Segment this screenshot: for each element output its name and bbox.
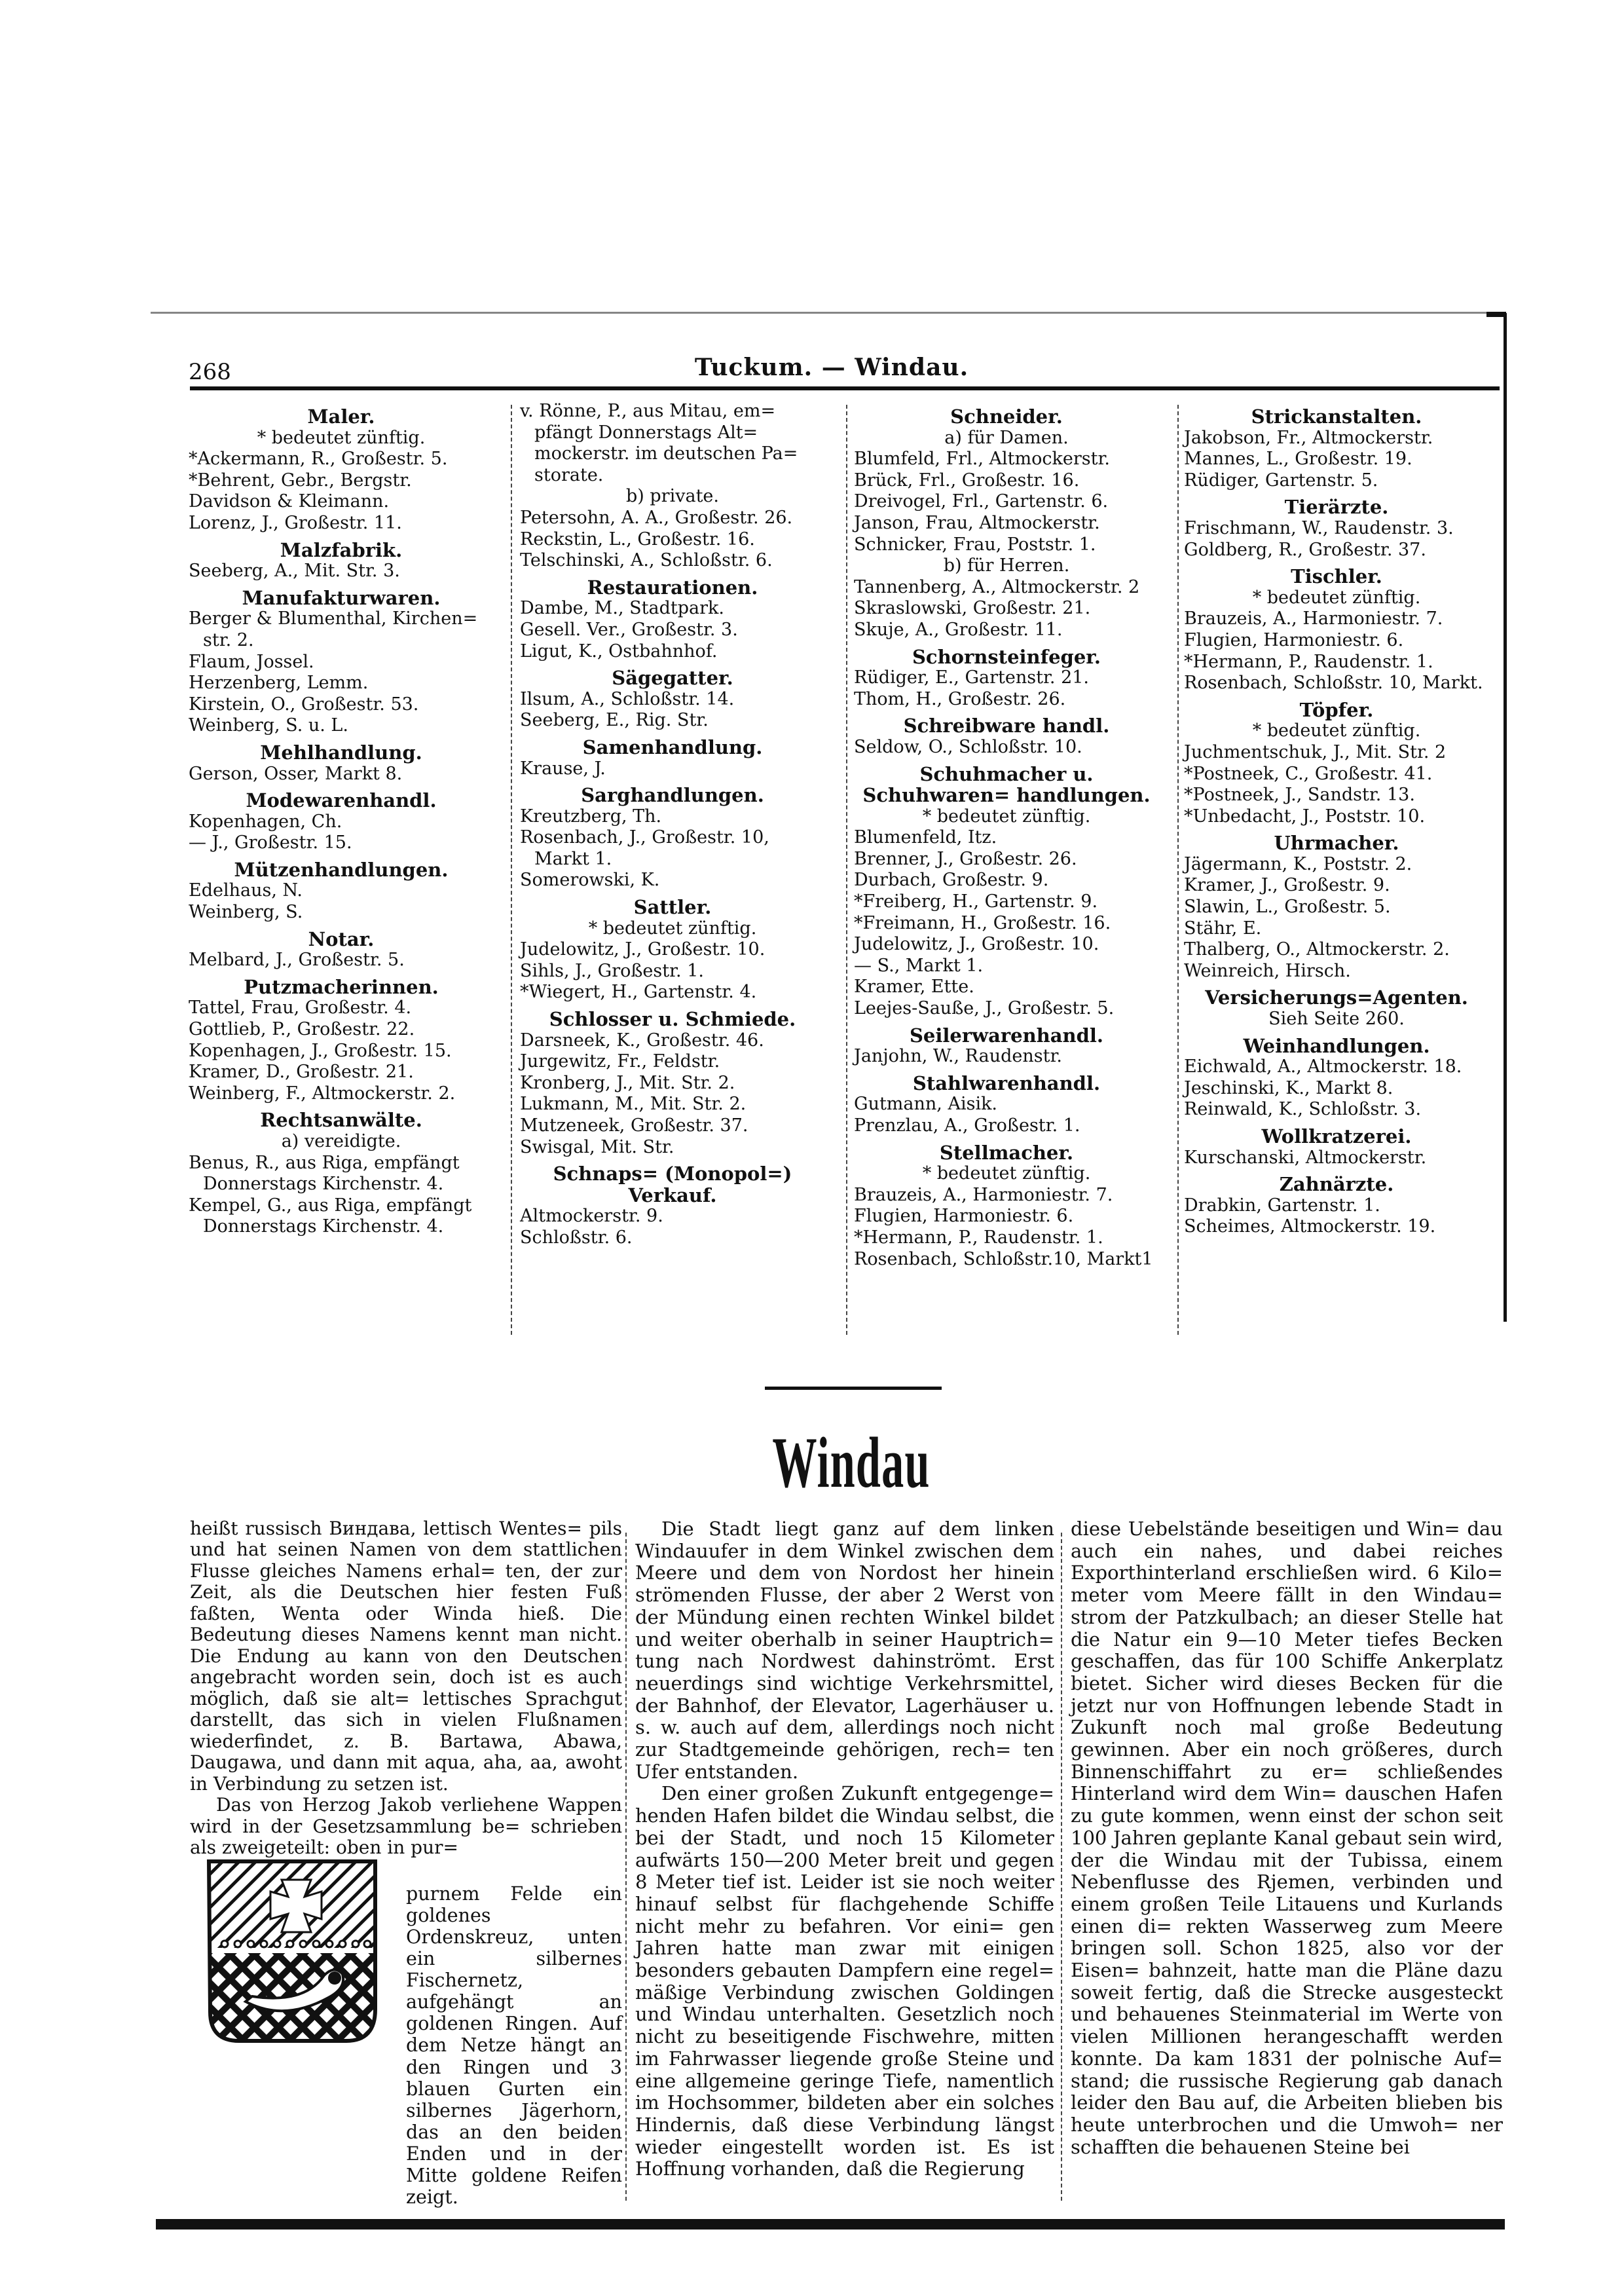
directory-entry: Sihls, J., Großestr. 1.	[520, 960, 704, 981]
column-separator	[511, 405, 512, 1335]
directory-entry: v. Rönne, P., aus Mitau, em= pfängt Donnerstags Alt= mockerstr. im deutschen Pa= storate.	[520, 401, 798, 485]
directory-entry: Flugien, Harmoniestr. 6.	[854, 1206, 1074, 1227]
category-heading: Schnaps= (Monopol=) Verkauf.	[553, 1163, 792, 1206]
directory-entry: Rüdiger, E., Gartenstr. 21.	[854, 667, 1090, 688]
category-heading: Restaurationen.	[587, 576, 758, 599]
directory-entry: Prenzlau, A., Großestr. 1.	[854, 1115, 1080, 1136]
directory-entry: Edelhaus, N.	[189, 880, 303, 901]
directory-entry: Benus, R., aus Riga, empfängt Donnerstags Kirchenstr. 4.	[189, 1152, 460, 1195]
column-separator	[625, 1533, 627, 2201]
directory-entry: Kramer, J., Großestr. 9.	[1184, 875, 1390, 896]
page-number: 268	[189, 359, 231, 385]
category-note: * bedeutet zünftig.	[257, 427, 426, 448]
directory-entry: Swisgal, Mit. Str.	[520, 1136, 674, 1157]
section-divider	[765, 1387, 942, 1390]
directory-entry: *Unbedacht, J., Poststr. 10.	[1184, 806, 1426, 827]
category-heading: Malzfabrik.	[280, 538, 403, 561]
directory-entry: Kopenhagen, J., Großestr. 15.	[189, 1040, 452, 1061]
directory-entry: Melbard, J., Großestr. 5.	[189, 950, 405, 971]
column-separator	[846, 405, 847, 1335]
directory-entry: Kurschanski, Altmockerstr.	[1184, 1147, 1427, 1168]
directory-entry: Skuje, A., Großestr. 11.	[854, 619, 1063, 640]
category-heading: Stahlwarenhandl.	[912, 1072, 1101, 1094]
category-heading: Mehlhandlung.	[260, 741, 422, 764]
category-heading: Tierärzte.	[1284, 496, 1389, 519]
directory-entry: Brück, Frl., Großestr. 16.	[854, 470, 1080, 491]
category-note: b) private.	[626, 486, 719, 507]
directory-entry: Somerowski, K.	[520, 870, 660, 891]
category-note: b) für Herren.	[943, 555, 1070, 576]
directory-entry: Schnicker, Frau, Poststr. 1.	[854, 534, 1096, 555]
directory-entry: Slawin, L., Großestr. 5.	[1184, 897, 1391, 918]
directory-entry: Brauzeis, A., Harmoniestr. 7.	[1184, 608, 1443, 629]
directory-entry: *Wiegert, H., Gartenstr. 4.	[520, 982, 757, 1003]
directory-entry: Thom, H., Großestr. 26.	[854, 688, 1066, 709]
directory-entry: Judelowitz, J., Großestr. 10.	[520, 939, 766, 960]
category-heading: Manufakturwaren.	[242, 586, 441, 609]
directory-entry: Janson, Frau, Altmockerstr.	[854, 512, 1100, 533]
directory-entry: Judelowitz, J., Großestr. 10.	[854, 934, 1099, 955]
directory-entry: Seldow, O., Schloßstr. 10.	[854, 736, 1082, 757]
directory-entry: Blumenfeld, Itz.	[854, 827, 997, 848]
directory-entry: Altmockerstr. 9.	[520, 1206, 663, 1227]
directory-entry: Jägermann, K., Poststr. 2.	[1184, 853, 1412, 874]
category-heading: Schuhmacher u. Schuhwaren= handlungen.	[862, 762, 1151, 807]
category-heading: Schreibware handl.	[903, 715, 1110, 737]
directory-entry: Weinberg, F., Altmockerstr. 2.	[189, 1083, 456, 1104]
directory-entry: Leejes-Sauße, J., Großestr. 5.	[854, 998, 1115, 1019]
directory-entry: Ilsum, A., Schloßstr. 14.	[520, 688, 735, 709]
directory-entry: *Freiberg, H., Gartenstr. 9.	[854, 891, 1098, 912]
directory-entry: Skraslowski, Großestr. 21.	[854, 598, 1091, 619]
directory-entry: Kramer, Ette.	[854, 977, 974, 998]
directory-column-3	[854, 401, 1159, 1270]
article-column-3	[1071, 1518, 1503, 2158]
category-heading: Rechtsanwälte.	[260, 1109, 422, 1132]
directory-column-2	[520, 401, 825, 1249]
category-heading: Samenhandlung.	[582, 736, 763, 758]
category-heading: Putzmacherinnen.	[244, 975, 439, 998]
directory-entry: Stähr, E.	[1184, 918, 1262, 939]
directory-entry: Jurgewitz, Fr., Feldstr.	[520, 1051, 720, 1072]
directory-entry: Flugien, Harmoniestr. 6.	[1184, 629, 1404, 650]
directory-entry: Krause, J.	[520, 758, 606, 779]
column-separator	[1061, 1533, 1062, 2201]
directory-entry: Dambe, M., Stadtpark.	[520, 598, 724, 619]
category-heading: Wollkratzerei.	[1261, 1125, 1412, 1148]
article-paragraph: Das von Herzog Jakob verliehene Wappen wird in der Gesetzsammlung be= schrieben als zweigeteilt: oben in pur=	[190, 1794, 622, 1859]
directory-entry: Kramer, D., Großestr. 21.	[189, 1062, 414, 1083]
directory-entry: Lukmann, M., Mit. Str. 2.	[520, 1094, 747, 1115]
category-heading: Sattler.	[633, 896, 712, 919]
directory-entry: Lorenz, J., Großestr. 11.	[189, 512, 402, 533]
category-heading: Sägegatter.	[612, 667, 733, 690]
directory-entry: Kirstein, O., Großestr. 53.	[189, 694, 419, 715]
directory-entry: Goldberg, R., Großestr. 37.	[1184, 539, 1426, 560]
directory-entry: Jeschinski, K., Markt 8.	[1184, 1077, 1393, 1098]
category-note: * bedeutet zünftig.	[1252, 720, 1421, 741]
directory-entry: Durbach, Großestr. 9.	[854, 870, 1049, 891]
directory-entry: Rosenbach, Schloßstr. 10, Markt.	[1184, 673, 1483, 694]
category-heading: Schornsteinfeger.	[912, 645, 1101, 668]
directory-entry: Reinwald, K., Schloßstr. 3.	[1184, 1099, 1422, 1120]
directory-entry: Gottlieb, P., Großestr. 22.	[189, 1019, 415, 1040]
category-note: * bedeutet zünftig.	[588, 918, 757, 939]
directory-entry: Dreivogel, Frl., Gartenstr. 6.	[854, 491, 1109, 512]
directory-entry: Darsneek, K., Großestr. 46.	[520, 1030, 764, 1051]
directory-entry: Scheimes, Altmockerstr. 19.	[1184, 1216, 1436, 1237]
category-heading: Seilerwarenhandl.	[909, 1024, 1104, 1047]
category-heading: Schneider.	[950, 405, 1063, 428]
directory-entry: Frischmann, W., Raudenstr. 3.	[1184, 517, 1454, 538]
directory-entry: Kronberg, J., Mit. Str. 2.	[520, 1072, 735, 1093]
directory-entry: Rosenbach, Schloßstr.10, Markt1	[854, 1248, 1153, 1269]
directory-entry: Davidson & Kleimann.	[189, 491, 390, 512]
header-rule	[190, 386, 1500, 390]
directory-entry: *Postneek, J., Sandstr. 13.	[1184, 785, 1415, 806]
category-note: * bedeutet zünftig.	[922, 806, 1091, 827]
directory-entry: Rosenbach, J., Großestr. 10, Markt 1.	[520, 827, 769, 869]
directory-entry: Drabkin, Gartenstr. 1.	[1184, 1195, 1380, 1216]
directory-entry: — J., Großestr. 15.	[189, 832, 352, 853]
directory-entry: Petersohn, A. A., Großestr. 26.	[520, 507, 793, 528]
category-heading: Zahnärzte.	[1279, 1173, 1394, 1196]
windau-coat-of-arms-image	[206, 1859, 380, 2043]
directory-entry: Telschinski, A., Schloßstr. 6.	[520, 550, 773, 571]
directory-entry: Weinreich, Hirsch.	[1184, 960, 1351, 981]
directory-entry: *Freimann, H., Großestr. 16.	[854, 912, 1111, 933]
directory-entry: Rüdiger, Gartenstr. 5.	[1184, 470, 1378, 491]
directory-entry: Eichwald, A., Altmockerstr. 18.	[1184, 1056, 1462, 1077]
category-heading: Strickanstalten.	[1251, 405, 1422, 428]
directory-entry: Tannenberg, A., Altmockerstr. 2	[854, 576, 1140, 597]
directory-column-1	[189, 401, 494, 1238]
directory-entry: Weinberg, S. u. L.	[189, 715, 348, 736]
top-scan-rule	[151, 312, 1493, 314]
category-heading: Töpfer.	[1299, 698, 1374, 721]
article-paragraph: heißt russisch Виндава, lettisch Wentes= pils und hat seinen Namen von dem stattlichen Flusse gleiches Namens erhal= ten, der zur Zeit, als die Deutschen hier festen Fuß faßten, Wenta oder Winda hieß. Die Bedeutung dieses Namens kennt man nicht. Die Endung au kann von den Deutschen angebracht worden sein, doch ist es auch möglich, daß sie alt= lettisches Sprachgut darstellt, das sich in vielen Flußnamen wiederfindet, z. B. Bartawa, Abawa, Daugawa, und dann mit aqua, aha, aa, awoht in Verbindung zu setzen ist.	[190, 1518, 622, 1795]
bottom-scan-bar	[156, 2219, 1505, 2230]
category-heading: Maler.	[307, 405, 375, 428]
article-paragraph: Den einer großen Zukunft entgegenge= henden Hafen bildet die Windau selbst, die bei der Stadt, und noch 15 Kilometer aufwärts 150—200 Meter breit und gegen 8 Meter tief ist. Leider ist sie noch weiter hinauf selbst für flachgehende Schiffe nicht mehr zu befahren. Vor eini= gen Jahren hatte man zwar mit einigen besonders gebauten Dampfern eine regel= mäßige Verbindung zwischen Goldingen und Windau unterhalten. Gesetzlich noch nicht zu beseitigende Fischwehre, mitten im Fahrwasser liegende große Steine und eine allgemeine geringe Tiefe, namentlich im Hochsommer, bildeten aber ein solches Hindernis, daß diese Verbindung längst wieder eingestellt worden ist. Es ist Hoffnung vorhanden, daß die Regierung	[635, 1782, 1054, 2180]
directory-entry: *Ackermann, R., Großestr. 5.	[189, 449, 448, 470]
category-heading: Uhrmacher.	[1274, 832, 1399, 855]
category-heading: Notar.	[308, 927, 375, 950]
directory-entry: Ligut, K., Ostbahnhof.	[520, 641, 718, 662]
article-wrap-text: purnem Felde ein goldenes Ordenskreuz, unten ein silbernes Fischernetz, aufgehängt an goldenen Ringen. Auf dem Netze hängt an den Ringen und 3 blauen Gurten ein silbernes Jägerhorn, das an den beiden Enden und in der Mitte goldene Reifen zeigt.	[406, 1883, 622, 2208]
column-separator	[1177, 405, 1179, 1335]
directory-entry: *Postneek, C., Großestr. 41.	[1184, 763, 1433, 784]
directory-entry: — S., Markt 1.	[854, 955, 984, 976]
category-note: a) vereidigte.	[281, 1131, 401, 1151]
category-heading: Schlosser u. Schmiede.	[549, 1008, 796, 1031]
directory-entry: *Hermann, P., Raudenstr. 1.	[854, 1227, 1103, 1248]
category-heading: Versicherungs=Agenten.	[1205, 986, 1468, 1009]
directory-entry: Tattel, Frau, Großestr. 4.	[189, 998, 412, 1018]
directory-entry: Mannes, L., Großestr. 19.	[1184, 449, 1412, 470]
category-heading: Modewarenhandl.	[246, 789, 437, 812]
article-column-2	[635, 1518, 1054, 2180]
category-heading: Tischler.	[1291, 565, 1382, 588]
category-heading: Stellmacher.	[939, 1141, 1074, 1164]
category-note: Sieh Seite 260.	[1268, 1009, 1405, 1030]
directory-entry: Janjohn, W., Raudenstr.	[854, 1046, 1062, 1067]
directory-entry: Seeberg, A., Mit. Str. 3.	[189, 561, 400, 582]
directory-entry: Weinberg, S.	[189, 902, 303, 923]
directory-entry: Kopenhagen, Ch.	[189, 811, 342, 832]
directory-entry: Brauzeis, A., Harmoniestr. 7.	[854, 1184, 1113, 1205]
directory-entry: Flaum, Jossel.	[189, 651, 314, 672]
article-paragraph: Die Stadt liegt ganz auf dem linken Windauufer in dem Winkel zwischen dem Meere und dem von Nordost her hinein strömenden Flusse, der aber 2 Werst von der Mündung einen rechten Winkel bildet und weiter oberhalb in seiner Hauptrich= tung nach Nordwest dahinströmt. Erst neuerdings sind wichtige Verkehrsmittel, der Bahnhof, der Elevator, Lagerhäuser u. s. w. auch auf dem, allerdings noch nicht zur Stadtgemeinde gehörigen, rech= ten Ufer entstanden.	[635, 1518, 1054, 1783]
directory-entry: Schloßstr. 6.	[520, 1227, 633, 1248]
category-heading: Weinhandlungen.	[1243, 1034, 1430, 1057]
directory-entry: Seeberg, E., Rig. Str.	[520, 710, 709, 731]
directory-entry: *Behrent, Gebr., Bergstr.	[189, 470, 412, 491]
category-note: * bedeutet zünftig.	[922, 1163, 1091, 1184]
section-title: Windau	[772, 1423, 931, 1502]
directory-entry: Jakobson, Fr., Altmockerstr.	[1184, 427, 1433, 448]
article-column-1	[190, 1518, 622, 1859]
directory-entry: Juchmentschuk, J., Mit. Str. 2	[1184, 741, 1447, 762]
directory-entry: Blumfeld, Frl., Altmockerstr.	[854, 449, 1110, 470]
directory-entry: Berger & Blumenthal, Kirchen= str. 2.	[189, 608, 478, 650]
running-head: Tuckum. — Windau.	[694, 354, 969, 381]
directory-entry: Brenner, J., Großestr. 26.	[854, 848, 1077, 869]
directory-entry: Mutzeneek, Großestr. 37.	[520, 1115, 748, 1136]
directory-entry: Gesell. Ver., Großestr. 3.	[520, 619, 738, 640]
category-heading: Sarghandlungen.	[581, 784, 764, 807]
directory-entry: Thalberg, O., Altmockerstr. 2.	[1184, 939, 1450, 960]
category-note: * bedeutet zünftig.	[1252, 587, 1421, 608]
directory-entry: Kempel, G., aus Riga, empfängt Donnerstags Kirchenstr. 4.	[189, 1195, 472, 1237]
directory-entry: Herzenberg, Lemm.	[189, 673, 369, 694]
directory-entry: Reckstin, L., Großestr. 16.	[520, 529, 755, 550]
directory-entry: Kreutzberg, Th.	[520, 806, 662, 827]
article-paragraph: diese Uebelstände beseitigen und Win= dau auch ein nahes, und dabei reiches Exporthinterland erschließen wird. 6 Kilo= meter vom Meere fällt in den Windau= strom der Patzkulbach; an dieser Stelle hat die Natur ein 9—10 Meter tiefes Becken geschaffen, das für 100 Schiffe Ankerplatz bietet. Sicher wird dieses Becken für die jetzt nur von Hoffnungen lebende Stadt in Zukunft noch mal große Bedeutung gewinnen. Aber ein noch größeres, durch Binnenschiffahrt zu er= schließendes Hinterland wird dem Win= dauschen Hafen zu gute kommen, wenn einst der schon seit 100 Jahren geplante Kanal gebaut sein wird, der die Windau mit der Tubissa, einem Nebenflusse des Rjemen, verbinden und einem großen Teile Litauens und Kurlands einen di= rekten Wasserweg zum Meere bringen soll. Schon 1825, also vor der Eisen= bahnzeit, hatte man die Pläne dazu soweit fertig, daß die Strecke ausgesteckt und behauenes Steinmaterial im Werte von vielen Millionen herangeschafft werden konnte. Da kam 1831 der polnische Auf= stand; die russische Regierung gab danach leider den Bau auf, die Arbeiten blieben bis heute unterbrochen und die Umwoh= ner schafften die behauenen Steine bei	[1071, 1518, 1503, 2158]
directory-entry: *Hermann, P., Raudenstr. 1.	[1184, 651, 1433, 672]
category-note: a) für Damen.	[944, 427, 1069, 448]
directory-entry: Gerson, Osser, Markt 8.	[189, 763, 403, 784]
page-right-edge-bar	[1504, 313, 1507, 1322]
directory-column-4	[1184, 401, 1489, 1238]
directory-entry: Gutmann, Aisik.	[854, 1094, 998, 1115]
category-heading: Mützenhandlungen.	[234, 858, 449, 881]
